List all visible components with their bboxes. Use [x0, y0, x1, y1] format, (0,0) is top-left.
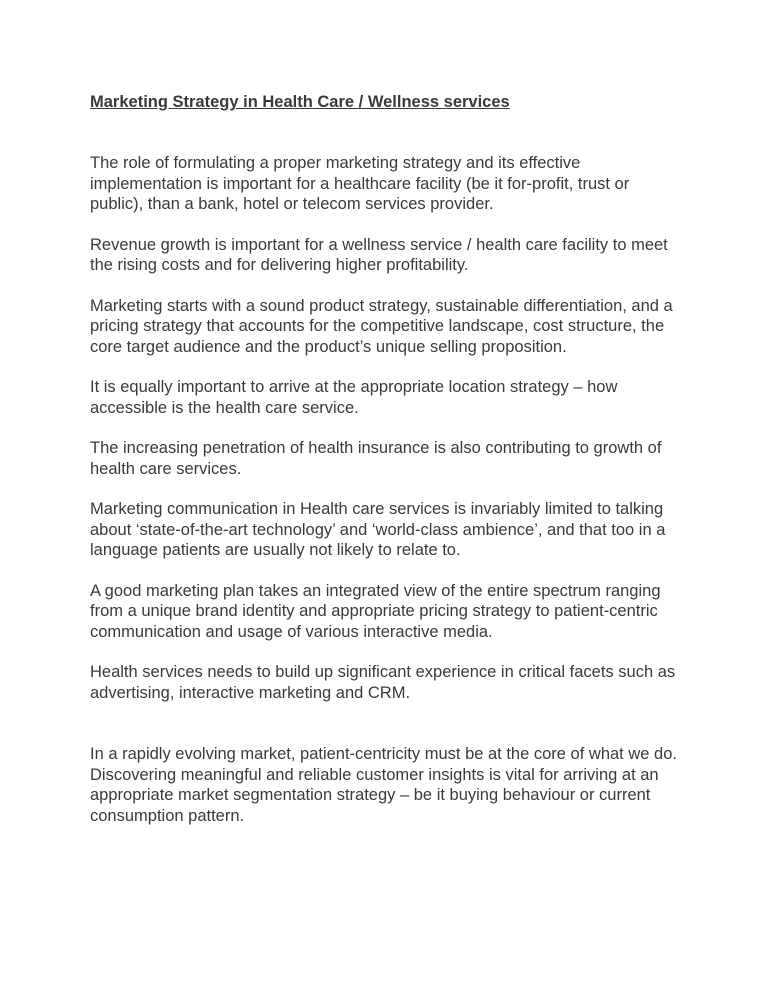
paragraph-revenue-growth: Revenue growth is important for a wellness service / health care facility to meet the rising costs and for delivering higher profitability. — [90, 235, 668, 274]
paragraph-marketing-communication: Marketing communication in Health care services is invariably limited to talking about ‘state-of-the-art technology’ and ‘world-class ambience’, and that too in a language patients are usually not likely to relate to. — [90, 500, 666, 559]
paragraph-patient-centricity: In a rapidly evolving market, patient-centricity must be at the core of what we do. Discovering meaningful and reliable customer insights is vital for arriving at an appropriate market segmentation strategy – be it buying behaviour or current consumption pattern. — [90, 745, 677, 825]
paragraph-location-strategy: It is equally important to arrive at the appropriate location strategy – how accessible is the health care service. — [90, 378, 618, 417]
document-title: Marketing Strategy in Health Care / Wellness services — [90, 93, 510, 111]
paragraph-critical-facets: Health services needs to build up significant experience in critical facets such as advertising, interactive marketing and CRM. — [90, 663, 676, 702]
document-page — [90, 92, 680, 846]
paragraph-product-strategy: Marketing starts with a sound product strategy, sustainable differentiation, and a pricing strategy that accounts for the competitive landscape, cost structure, the core target audience and the product’s unique selling proposition. — [90, 296, 673, 356]
paragraph-role-of-strategy: The role of formulating a proper marketing strategy and its effective implementation is important for a healthcare facility (be it for-profit, trust or public), than a bank, hotel or telecom services provider. — [90, 154, 630, 213]
paragraph-health-insurance: The increasing penetration of health insurance is also contributing to growth of health care services. — [90, 439, 662, 478]
paragraph-marketing-plan: A good marketing plan takes an integrated view of the entire spectrum ranging from a unique brand identity and appropriate pricing strategy to patient-centric communication and usage of various interactive media. — [90, 581, 661, 641]
